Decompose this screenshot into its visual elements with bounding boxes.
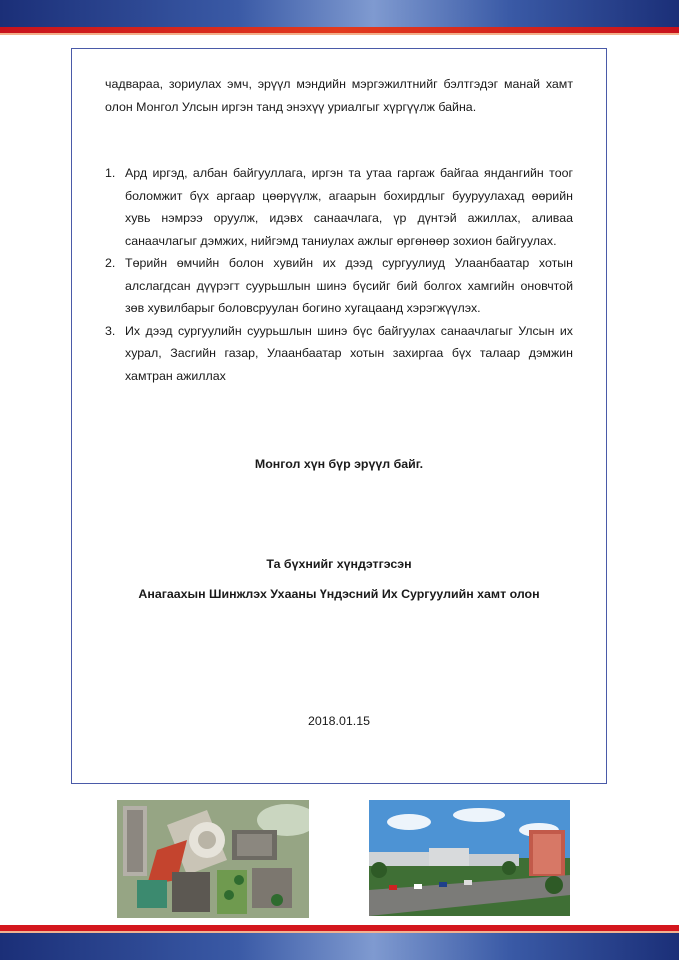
closing-respect: Та бүхнийг хүндэтгэсэн [266,557,412,571]
list-item [105,252,573,320]
intro-paragraph: чадвараа, зориулах эмч, эрүүл мэндийн мэргэжилтнийг бэлтгэдэг манай хамт олон Монгол Улсын иргэн танд энэхүү уриалгыг хүргүүлж байна. [105,77,573,114]
campus-aerial-render-image [117,800,309,918]
list-item-text: Ард иргэд, албан байгууллага, иргэн та утаа гаргаж байгаа яндангийн тоог боломжит бүх аргаар цөөрүүлж, агаарын бохирдлыг бууруулахад өөрийн хувь нэмрээ оруулж, идэвх санаачлага, үр дүнтэй ажиллах, аливаа санаачлагыг дэмжих, нийгэмд таниулах ажлыг өргөнөөр зохион байгуулах. [125,166,573,248]
header-orange-line [0,33,679,35]
list-item-number: 1. [105,166,116,180]
letter-frame [71,48,607,784]
letter-body [105,73,573,387]
header-blue-band [0,0,679,27]
slogan: Монгол хүн бүр эрүүл байг. [254,457,424,471]
list-item-text: Төрийн өмчийн болон хувийн их дээд сургуулиуд Улаанбаатар хотын алслагдсан дүүрэгт суурьшлын шинэ бүсийг бий болгох хамгийн оновчтой зөв хувилбарыг боловсруулан богино хугацаанд хэрэгжүүлэх. [125,256,573,315]
footer-blue-band [0,933,679,960]
list-item [105,320,573,388]
letter-date: 2018.01.15 [307,714,370,728]
campus-street-render-image [369,800,570,916]
list-item-text: Их дээд сургуулийн суурьшлын шинэ бүс байгуулах санаачлагыг Улсын их хурал, Засгийн газар, Улаанбаатар хотын захиргаа бүх талаар дэмжин хамтран ажиллах [125,323,573,383]
appeal-list [105,162,573,387]
organization-signature: Анагаахын Шинжлэх Ухааны Үндэсний Их Сургуулийн хамт олон [138,587,540,601]
list-item-number: 2. [105,256,116,270]
list-item [105,162,573,252]
list-item-number: 3. [105,323,116,338]
